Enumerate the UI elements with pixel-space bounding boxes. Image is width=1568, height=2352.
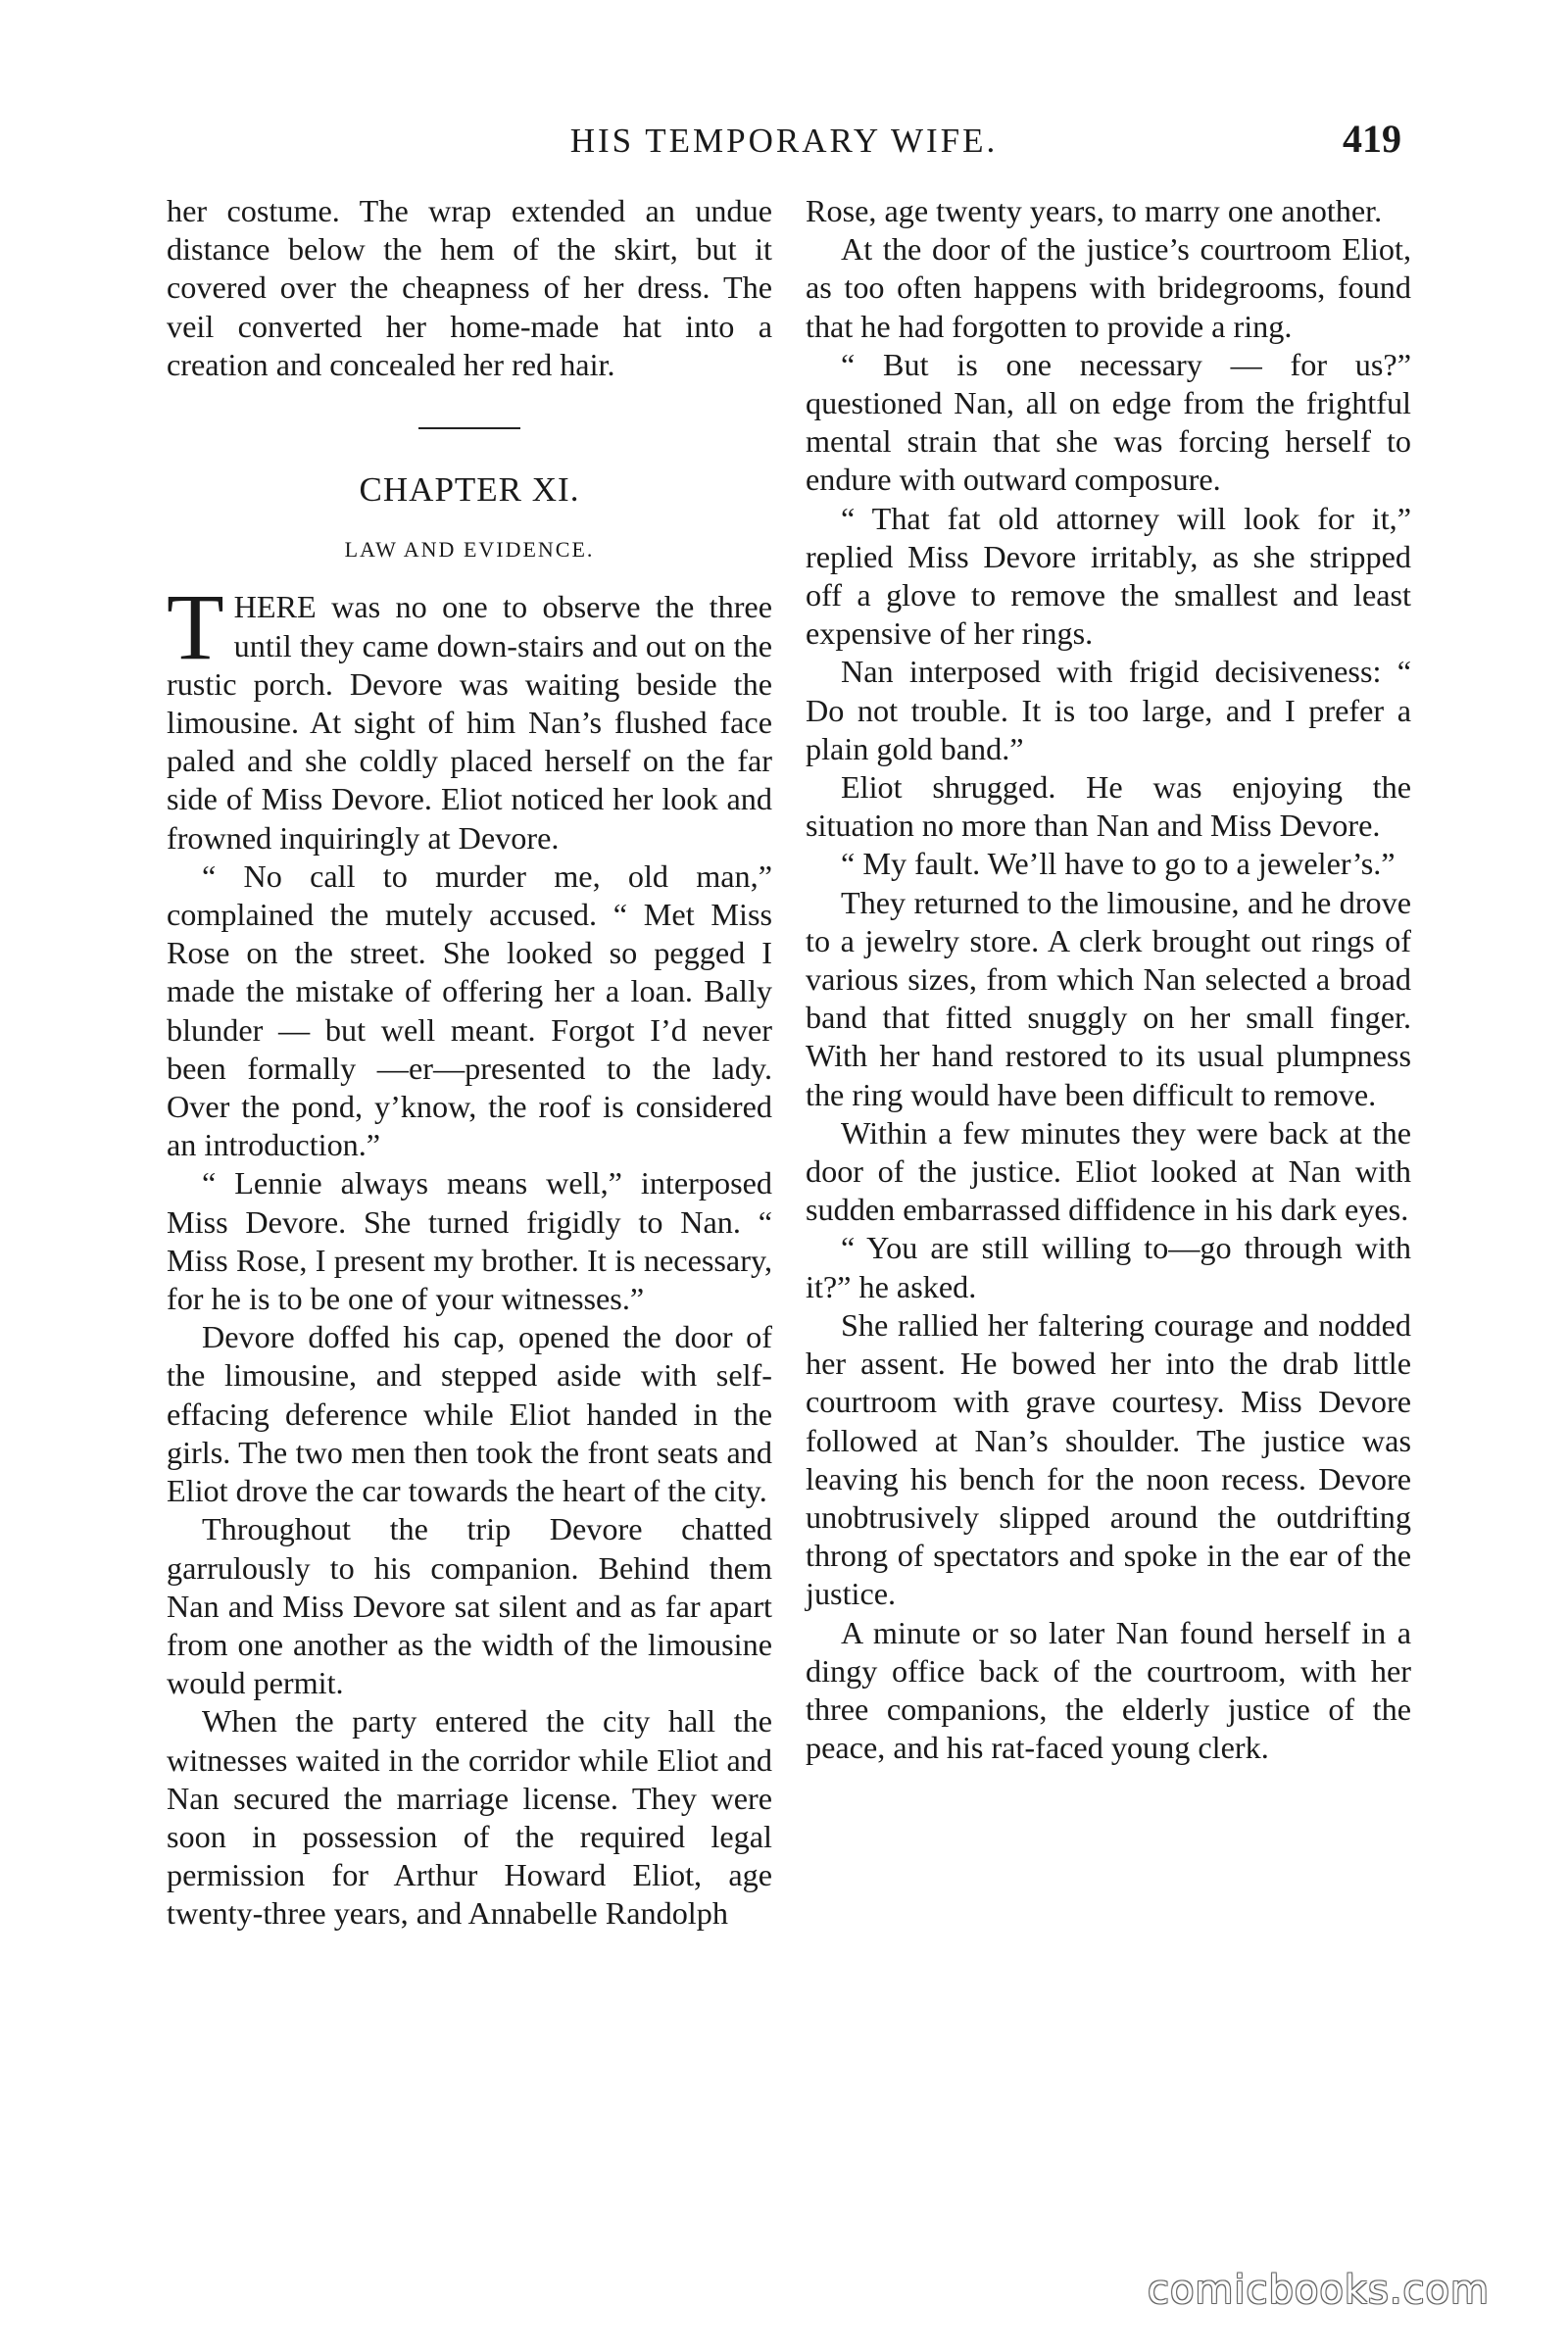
chapter-title: CHAPTER XI.	[359, 470, 580, 510]
section-divider	[418, 427, 520, 429]
paragraph: Devore doffed his cap, opened the door of the limousine, and stepped aside with self-effacing deference while Eliot handed in the girls. The two men then took the front seats and Eliot drove the car towards the heart of the city.	[167, 1319, 772, 1509]
paragraph: A minute or so later Nan found herself in a dingy office back of the courtroom, with her three companions, the elderly justice of the peace, and his rat-faced young clerk.	[806, 1614, 1411, 1766]
drop-cap: T	[167, 574, 224, 680]
paragraph: Throughout the trip Devore chatted garrulously to his companion. Behind them Nan and Miss Devore sat silent and as far apart from one another as the width of the limousine would permit.	[167, 1511, 772, 1701]
right-column	[806, 192, 1411, 1767]
paragraph: She rallied her faltering courage and nodded her assent. He bowed her into the drab little courtroom with grave courtesy. Miss Devore followed at Nan’s shoulder. The justice was leaving his bench for the noon recess. Devore unobtrusively slipped around the outdrifting throng of spectators and spoke in the ear of the justice.	[806, 1306, 1411, 1612]
paragraph: “ My fault. We’ll have to go to a jeweler’s.”	[841, 846, 1396, 882]
paragraph: Nan interposed with frigid decisiveness: “ Do not trouble. It is too large, and I prefer a plain gold band.”	[806, 654, 1411, 766]
paragraph: “ Lennie always means well,” interposed Miss Devore. She turned frigidly to Nan. “ Miss Rose, I present my brother. It is necessary, for he is to be one of your witnesses.”	[167, 1165, 772, 1317]
paragraph: Eliot shrugged. He was enjoying the situation no more than Nan and Miss Devore.	[806, 769, 1411, 844]
paragraph-dropcap	[167, 574, 772, 857]
paragraph: “ You are still willing to—go through with it?” he asked.	[806, 1230, 1411, 1304]
running-head	[167, 116, 1401, 165]
paragraph: At the door of the justice’s courtroom Eliot, as too often happens with bridegrooms, found that he had forgotten to provide a ring.	[806, 231, 1411, 344]
paragraph: They returned to the limousine, and he drove to a jewelry store. A clerk brought out rings of various sizes, from which Nan selected a broad band that fitted snuggly on her small finger. With her hand restored to its usual plumpness the ring would have been difficult to remove.	[806, 884, 1411, 1112]
paragraph: “ No call to murder me, old man,” complained the mutely accused. “ Met Miss Rose on the street. She looked so pegged I made the mistake of offering her a loan. Bally blunder — but well meant. Forgot I’d never been formally —er—presented to the lady. Over the pond, y’know, the roof is considered an introduction.”	[167, 858, 772, 1163]
paragraph: When the party entered the city hall the witnesses waited in the corridor while Eliot and Nan secured the marriage license. They were soon in possession of the required legal permission for Arthur Howard Eliot, age twenty-three years, and Annabelle Randolph	[167, 1703, 772, 1932]
paragraph: “ But is one necessary — for us?” questioned Nan, all on edge from the frightful mental strain that she was forcing herself to endure with outward composure.	[806, 346, 1411, 498]
paragraph: Within a few minutes they were back at the door of the justice. Eliot looked at Nan with sudden embarrassed diffidence in his dark eyes.	[806, 1114, 1411, 1228]
paragraph-text: HERE was no one to observe the three until they came down-stairs and out on the rustic porch. Devore was waiting beside the limousine. At sight of him Nan’s flushed face paled and she coldly placed herself on the far side of Miss Devore. Eliot noticed her look and frowned inquiringly at Devore.	[167, 589, 772, 856]
paragraph: Rose, age twenty years, to marry one another.	[806, 193, 1383, 228]
watermark: comicbooks.com	[1147, 2268, 1490, 2313]
chapter-subtitle: LAW AND EVIDENCE.	[344, 537, 595, 563]
paragraph: “ That fat old attorney will look for it,” replied Miss Devore irritably, as she stripped off a glove to remove the smallest and least expensive of her rings.	[806, 500, 1411, 652]
running-title: HIS TEMPORARY WIFE.	[569, 122, 999, 160]
page-number: 419	[1343, 117, 1401, 161]
paragraph: her costume. The wrap extended an undue distance below the hem of the skirt, but it covered over the cheapness of her dress. The veil converted her home-made hat into a creation and concealed her red hair.	[167, 193, 772, 382]
left-column	[167, 192, 772, 1934]
